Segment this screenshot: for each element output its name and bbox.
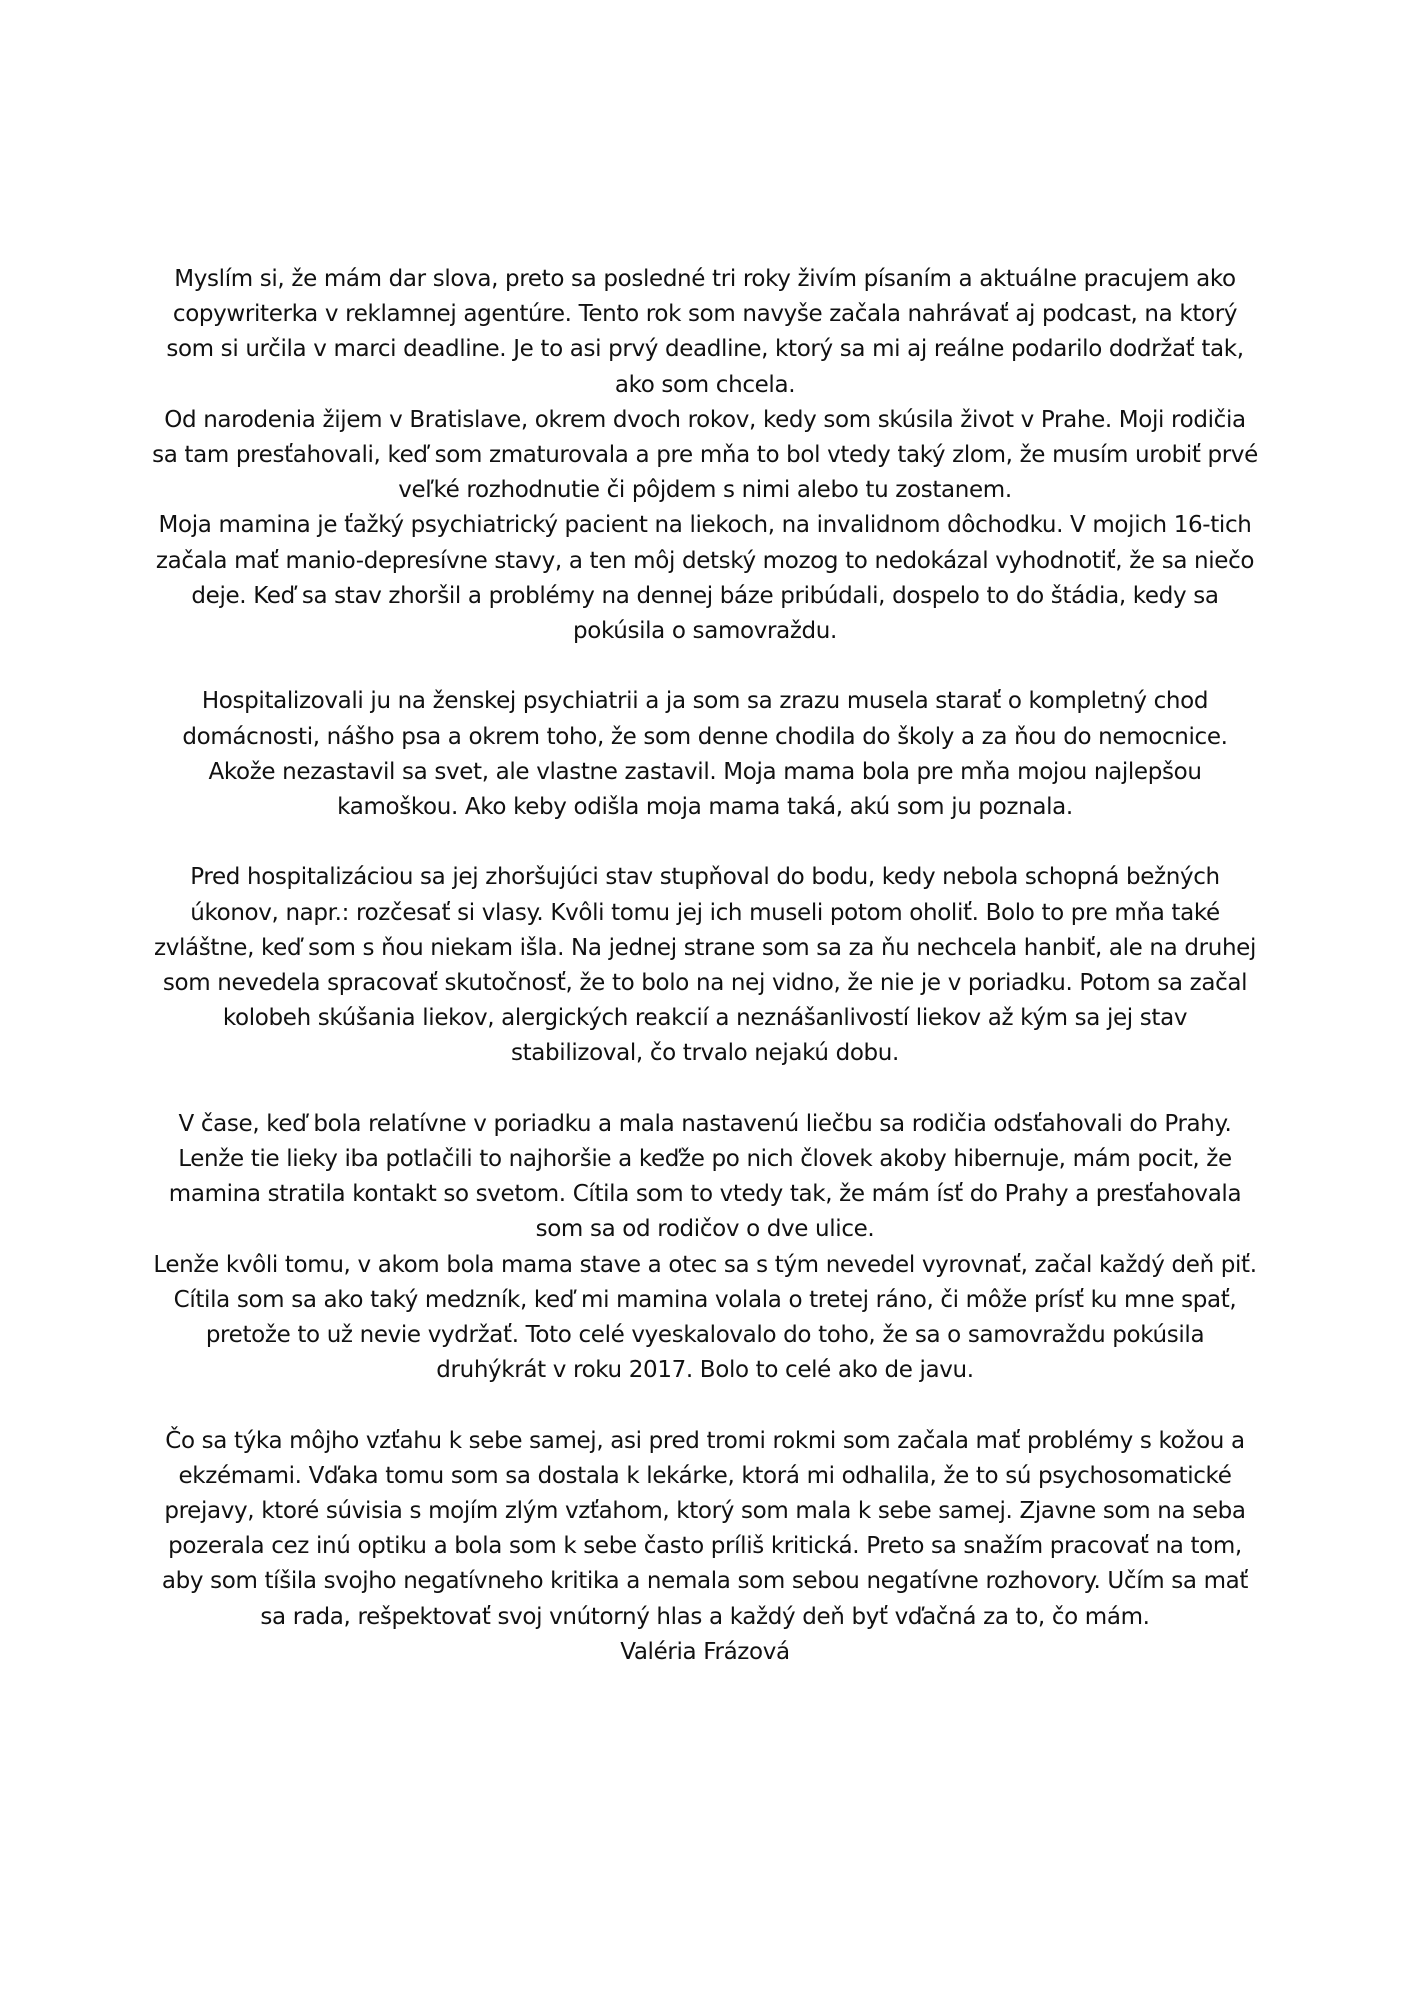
- paragraph-4-line-1: Hospitalizovali ju na ženskej psychiatrii a ja som sa zrazu musela starať o kompletný chod: [201, 688, 1209, 715]
- document-body: [120, 262, 1290, 1670]
- paragraph-2-line-3: veľké rozhodnutie či pôjdem s nimi alebo tu zostanem.: [398, 477, 1012, 504]
- paragraph-3-line-1: Moja mamina je ťažký psychiatrický pacient na liekoch, na invalidnom dôchodku. V mojich 16-tich: [158, 512, 1252, 539]
- paragraph-3-line-2: začala mať manio-depresívne stavy, a ten môj detský mozog to nedokázal vyhodnotiť, že sa niečo: [155, 547, 1255, 574]
- paragraph-7-line-4: druhýkrát v roku 2017. Bolo to celé ako de javu.: [436, 1357, 974, 1384]
- paragraph-5-line-5: kolobeh skúšania liekov, alergických reakcií a neznášanlivostí liekov až kým sa jej stav: [222, 1005, 1188, 1032]
- paragraph-4-line-2: domácnosti, nášho psa a okrem toho, že som denne chodila do školy a za ňou do nemocnice.: [182, 723, 1228, 750]
- paragraph-2-line-1: Od narodenia žijem v Bratislave, okrem dvoch rokov, kedy som skúsila život v Prahe. Moji rodičia: [164, 406, 1246, 433]
- paragraph-2-line-2: sa tam presťahovali, keď som zmaturovala a pre mňa to bol vtedy taký zlom, že musím urobiť prvé: [152, 442, 1258, 469]
- paragraph-1-line-4: ako som chcela.: [614, 371, 796, 398]
- paragraph-7-line-1: Lenže kvôli tomu, v akom bola mama stave a otec sa s tým nevedel vyrovnať, začal každý deň piť.: [153, 1251, 1257, 1278]
- paragraph-spacer: [120, 1072, 1290, 1107]
- paragraph-8-line-5: aby som tíšila svojho negatívneho kritika a nemala som sebou negatívne rozhovory. Učím sa mať: [161, 1568, 1249, 1595]
- paragraph-8-line-6: sa rada, rešpektovať svoj vnútorný hlas a každý deň byť vďačná za to, čo mám.: [260, 1603, 1150, 1630]
- paragraph-8-line-1: Čo sa týka môjho vzťahu k sebe samej, asi pred tromi rokmi som začala mať problémy s kožou a: [165, 1427, 1245, 1454]
- paragraph-5-line-1: Pred hospitalizáciou sa jej zhoršujúci stav stupňoval do bodu, kedy nebola schopná bežných: [190, 864, 1220, 891]
- paragraph-4-line-4: kamoškou. Ako keby odišla moja mama taká, akú som ju poznala.: [337, 794, 1073, 821]
- paragraph-1-line-2: copywriterka v reklamnej agentúre. Tento rok som navyše začala nahrávať aj podcast, na ktorý: [172, 301, 1238, 328]
- paragraph-spacer: [120, 1388, 1290, 1423]
- paragraph-spacer: [120, 649, 1290, 684]
- paragraph-7-line-3: pretože to už nevie vydržať. Toto celé vyeskalovalo do toho, že sa o samovraždu pokúsila: [205, 1322, 1205, 1349]
- paragraph-6-line-3: mamina stratila kontakt so svetom. Cítila som to vtedy tak, že mám ísť do Prahy a presťahovala: [168, 1181, 1242, 1208]
- paragraph-4-line-3: Akože nezastavil sa svet, ale vlastne zastavil. Moja mama bola pre mňa mojou najlepšou: [208, 758, 1202, 785]
- paragraph-6-line-4: som sa od rodičov o dve ulice.: [535, 1216, 875, 1243]
- paragraph-6-line-1: V čase, keď bola relatívne v poriadku a mala nastavenú liečbu sa rodičia odsťahovali do Prahy.: [178, 1110, 1232, 1137]
- paragraph-3-line-3: deje. Keď sa stav zhoršil a problémy na dennej báze pribúdali, dospelo to do štádia, kedy sa: [191, 582, 1219, 609]
- paragraph-1-line-1: Myslím si, že mám dar slova, preto sa posledné tri roky živím písaním a aktuálne pracujem ako: [174, 266, 1236, 292]
- author-signature: Valéria Frázová: [620, 1638, 790, 1665]
- paragraph-5-line-3: zvláštne, keď som s ňou niekam išla. Na jednej strane som sa za ňu nechcela hanbiť, ale na druhej: [153, 934, 1257, 961]
- paragraph-8-line-3: prejavy, ktoré súvisia s mojím zlým vzťahom, ktorý som mala k sebe samej. Zjavne som na seba: [164, 1498, 1246, 1525]
- paragraph-7-line-2: Cítila som sa ako taký medzník, keď mi mamina volala o tretej ráno, či môže prísť ku mne spať,: [173, 1286, 1237, 1313]
- paragraph-3-line-4: pokúsila o samovraždu.: [573, 618, 837, 645]
- paragraph-5-line-4: som nevedela spracovať skutočnosť, že to bolo na nej vidno, že nie je v poriadku. Potom sa začal: [162, 970, 1248, 997]
- paragraph-8-line-2: ekzémami. Vďaka tomu som sa dostala k lekárke, ktorá mi odhalila, že to sú psychosomatické: [178, 1462, 1232, 1489]
- paragraph-1-line-3: som si určila v marci deadline. Je to asi prvý deadline, ktorý sa mi aj reálne podarilo dodržať tak,: [166, 336, 1244, 363]
- paragraph-spacer: [120, 825, 1290, 860]
- paragraph-6-line-2: Lenže tie lieky iba potlačili to najhoršie a keďže po nich človek akoby hibernuje, mám pocit, že: [178, 1146, 1232, 1173]
- paragraph-8-line-4: pozerala cez inú optiku a bola som k sebe často príliš kritická. Preto sa snažím pracovať na tom,: [168, 1533, 1242, 1560]
- paragraph-5-line-2: úkonov, napr.: rozčesať si vlasy. Kvôli tomu jej ich museli potom oholiť. Bolo to pre mňa také: [190, 899, 1220, 926]
- paragraph-5-line-6: stabilizoval, čo trvalo nejakú dobu.: [511, 1040, 899, 1067]
